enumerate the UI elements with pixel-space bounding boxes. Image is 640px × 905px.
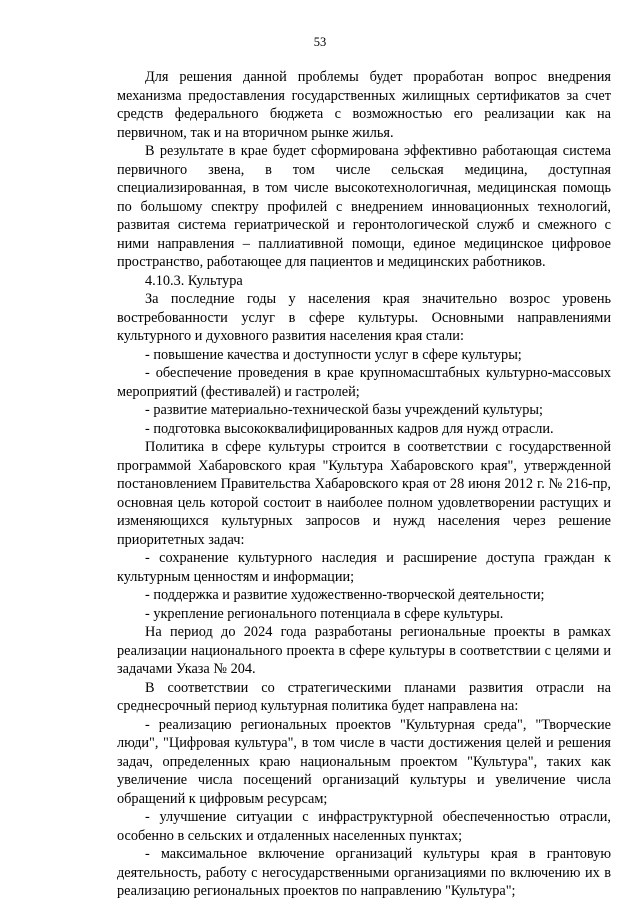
paragraph-healthcare-results: В результате в крае будет сформирована эффективно работающая система первичного звена, в том числе сельская медицина, доступная специализированная, в том числе высокотехнологичная, медицинская помощь по большому спектру профилей с внедрением инновационных технологий, развитая система гериатрической и геронтологической служб и смежного с ними направления – паллиативной помощи, единое медицинское цифровое пространство, работающее для пациентов и медицинских работников.: [117, 143, 611, 270]
list-item-creative-activity: - поддержка и развитие художественно-творческой деятельности;: [145, 587, 545, 603]
paragraph-regional-projects: На период до 2024 года разработаны региональные проекты в рамках реализации национального проекта в сфере культуры в соответствии с целями и задачами Указа № 204.: [117, 624, 611, 677]
section-heading-culture: 4.10.3. Культура: [145, 272, 243, 289]
list-item-staff-training: - подготовка высококвалифицированных кадров для нужд отрасли.: [145, 420, 554, 437]
document-body: [117, 68, 611, 901]
paragraph-culture-policy: Политика в сфере культуры строится в соответствии с государственной программой Хабаровского края "Культура Хабаровского края", утвержденной постановлением Правительства Хабаровского края от 28 июня 2012 г. № 216-пр, основная цель которой состоит в наиболее полном удовлетворении растущих и изменяющихся культурных запросов и нужд населения через решение приоритетных задач:: [117, 439, 611, 548]
paragraph-strategic-plans: В соответствии со стратегическими планами развития отрасли на среднесрочный период культурная политика будет направлена на:: [117, 679, 611, 714]
paragraph-culture-demand: За последние годы у населения края значительно возрос уровень востребованности услуг в сфере культуры. Основными направлениями культурного и духовного развития населения края стали:: [117, 291, 611, 344]
list-item-heritage: - сохранение культурного наследия и расширение доступа граждан к культурным ценностям и информации;: [117, 550, 611, 585]
list-item-grants: - максимальное включение организаций культуры края в грантовую деятельность, работу с негосударственными организациями по включению их в реализацию региональных проектов по направлению "Культура";: [117, 846, 611, 899]
list-item-quality-services: - повышение качества и доступности услуг в сфере культуры;: [145, 346, 522, 363]
paragraph-housing-certificates: Для решения данной проблемы будет проработан вопрос внедрения механизма предоставления государственных жилищных сертификатов за счет средств федерального бюджета с возможностью его реализации как на первичном, так и на вторичном рынке жилья.: [117, 69, 611, 141]
list-item-regional-potential: - укрепление регионального потенциала в сфере культуры.: [145, 605, 504, 622]
list-item-mass-events: - обеспечение проведения в крае крупномасштабных культурно-массовых мероприятий (фестивалей) и гастролей;: [117, 365, 611, 400]
page-number: 53: [313, 35, 327, 49]
list-item-material-base: - развитие материально-технической базы учреждений культуры;: [145, 402, 544, 418]
list-item-infrastructure: - улучшение ситуации с инфраструктурной обеспеченностью отрасли, особенно в сельских и отдаленных населенных пунктах;: [117, 809, 611, 844]
list-item-national-project: - реализацию региональных проектов "Культурная среда", "Творческие люди", "Цифровая культура", в том числе в части достижения целей и решения задач, определенных краю национальным проектом "Культура", таких как увеличение числа посещений организаций культуры и увеличение числа обращений к цифровым ресурсам;: [117, 716, 611, 807]
